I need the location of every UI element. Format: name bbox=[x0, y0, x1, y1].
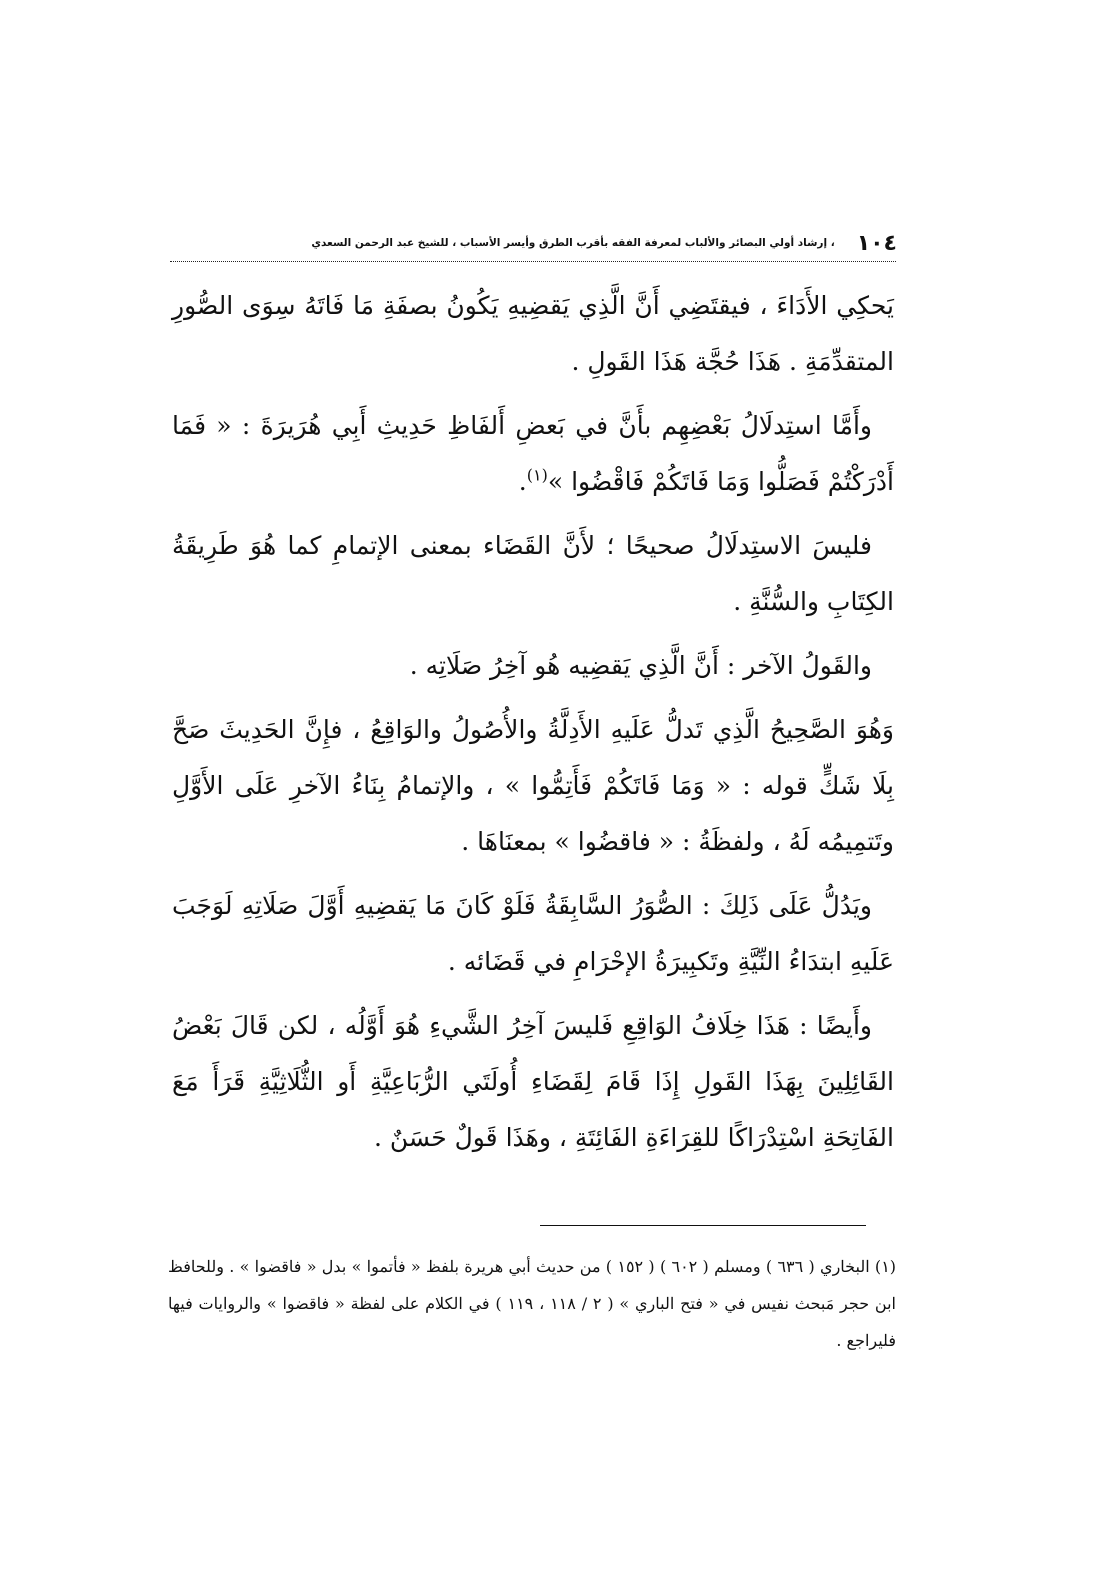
footnote: (١) البخاري ( ٦٣٦ ) ومسلم ( ٦٠٢ ) ( ١٥٢ ) من حديث أبي هريرة بلفظ « فأتموا » بدل « فاقضوا » . وللحافظ ابن حجر مَبحث نفيس في « فتح الباري » ( ٢ / ١١٨ ، ١١٩ ) في الكلام على لفظة « فاقضوا » والروايات فيها فليراجع . bbox=[168, 1257, 897, 1350]
header-divider bbox=[170, 261, 896, 262]
running-header bbox=[255, 228, 897, 258]
footnote-reference: (١) bbox=[526, 465, 548, 485]
footnote-separator bbox=[540, 1225, 866, 1226]
paragraph: ويَدُلُّ عَلَى ذَلِكَ : الصُّوَرُ السَّابِقَةُ فَلَوْ كَانَ مَا يَقضِيهِ أَوَّلَ صَلَاتِهِ لَوَجَبَ عَلَيهِ ابتدَاءُ النِّيَّةِ وتَكبِيرَةُ الإحْرَامِ في قَضَائه . bbox=[172, 891, 894, 976]
paragraph: والقَولُ الآخر : أَنَّ الَّذِي يَقضِيه هُو آخِرُ صَلَاتِه . bbox=[409, 651, 872, 680]
book-title: ، إرشاد أولي البصائر والألباب لمعرفة الفقه بأقرب الطرق وأيسر الأسباب ، للشيخ عبد الرحمن السعدي bbox=[311, 237, 835, 249]
footnotes bbox=[168, 1248, 896, 1359]
paragraph: وأَيضًا : هَذَا خِلَافُ الوَاقِعِ فَليسَ آخِرُ الشَّيءِ هُوَ أَوَّلُه ، لكن قَالَ بَعْضُ القَائِلِينَ بِهَذَا القَولِ إِذَا قَامَ لِقَضَاءِ أُولَتَي الرُّبَاعِيَّةِ أَو الثُّلَاثِيَّةِ قَرَأَ مَعَ الفَاتِحَةِ اسْتِدْرَاكًا للقِرَاءَةِ الفَائِتَةِ ، وهَذَا قَولٌ حَسَنٌ . bbox=[172, 1011, 894, 1152]
page-number: ١٠٤ bbox=[856, 230, 897, 256]
paragraph: وَهُوَ الصَّحِيحُ الَّذِي تَدلُّ عَلَيهِ الأَدِلَّةُ والأُصُولُ والوَاقِعُ ، فإِنَّ الحَدِيثَ صَحَّ بِلَا شَكٍّ قوله : « وَمَا فَاتَكُمْ فَأَتِمُّوا » ، والإتمامُ بِنَاءُ الآخرِ عَلَى الأَوَّلِ وتَتمِيمُه لَهُ ، ولفظَةُ : « فاقضُوا » بمعنَاهَا . bbox=[172, 715, 894, 856]
paragraph: يَحكِي الأَدَاءَ ، فيقتَضِي أَنَّ الَّذِي يَقضِيهِ يَكُونُ بصفَةِ مَا فَاتَهُ سِوَى الصُّورِ المتقدِّمَةِ . هَذَا حُجَّة هَذَا القَولِ . bbox=[172, 291, 894, 376]
paragraph: وأَمَّا استِدلَالُ بَعْضِهِم بأَنَّ في بَعضِ أَلفَاظِ حَدِيثِ أَبِي هُرَيرَةَ : « فَمَا أَدْرَكْتُمْ فَصَلُّوا وَمَا فَاتَكُمْ فَاقْضُوا »$^{(١)}$. bbox=[172, 411, 894, 496]
paragraph: فليسَ الاستِدلَالُ صحيحًا ؛ لأَنَّ القَضَاء بمعنى الإتمامِ كما هُوَ طَرِيقَةُ الكِتَابِ والسُّنَّةِ . bbox=[172, 531, 894, 616]
main-text bbox=[172, 278, 894, 1174]
paragraph-text: وأَمَّا استِدلَالُ بَعْضِهِم بأَنَّ في بَعضِ أَلفَاظِ حَدِيثِ أَبِي هُرَيرَةَ : « فَمَا أَدْرَكْتُمْ فَصَلُّوا وَمَا فَاتَكُمْ فَاقْضُوا » bbox=[172, 411, 894, 496]
